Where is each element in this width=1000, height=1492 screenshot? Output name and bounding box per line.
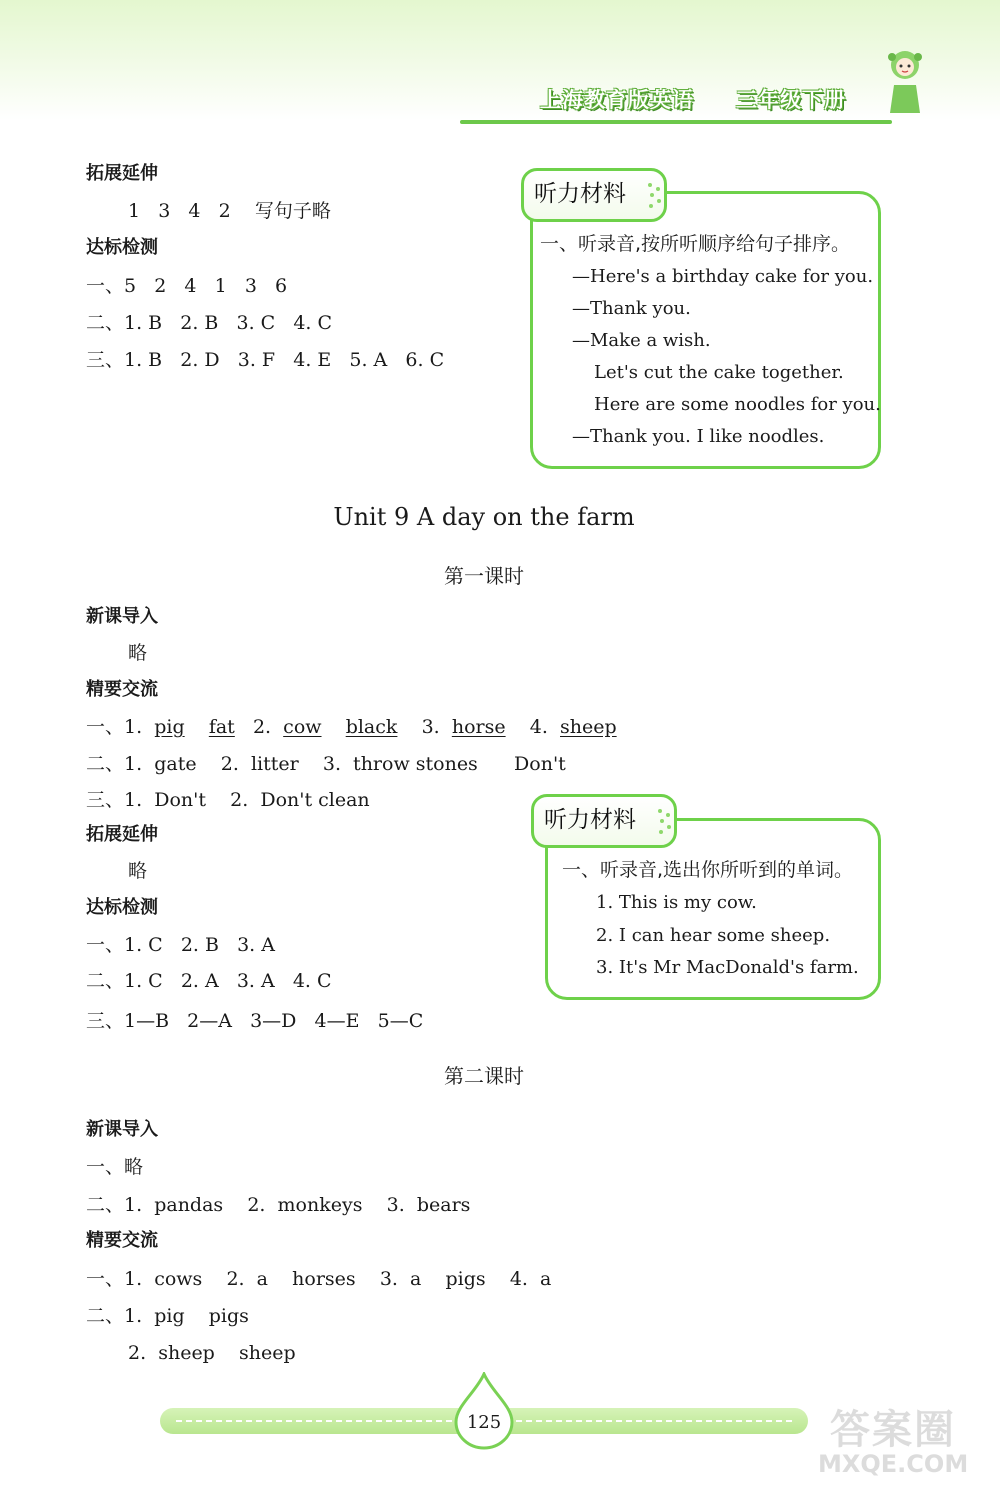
listening-tab-label: 听力材料 <box>534 181 626 207</box>
listening-instruction-1: 一、听录音,按所听顺序给句子排序。 <box>540 233 851 255</box>
listening-line: Let's cut the cake together. <box>594 362 844 383</box>
listening-instruction-2: 一、听录音,选出你所听到的单词。 <box>562 859 854 881</box>
book-title: 上海教育版英语 <box>540 88 694 112</box>
decor-dots-icon <box>644 179 666 211</box>
dabiao-line-1: 一、5 2 4 1 3 6 <box>86 275 288 297</box>
jingyao-heading-2: 精要交流 <box>86 1230 158 1251</box>
dabiao-line-2: 二、1. B 2. B 3. C 4. C <box>86 312 333 334</box>
tuozhan-heading-2: 拓展延伸 <box>86 824 158 845</box>
tuozhan-answer-1: 1 3 4 2 写句子略 <box>128 200 331 222</box>
dabiao-line: 一、1. C 2. B 3. A <box>86 934 275 956</box>
page-drop-icon <box>452 1372 516 1450</box>
xinke-line: 二、1. pandas 2. monkeys 3. bears <box>86 1194 471 1216</box>
header-band <box>0 0 1000 120</box>
lesson-1-title: 第一课时 <box>444 564 524 588</box>
listening-line: 2. I can hear some sheep. <box>596 925 831 946</box>
listening-tab-2 <box>531 794 677 848</box>
page-number: 125 <box>466 1412 502 1433</box>
grade-label: 三年级下册 <box>736 88 846 112</box>
listening-line: —Make a wish. <box>572 330 711 351</box>
dabiao-heading-2: 达标检测 <box>86 897 158 918</box>
watermark-url: MXQE.COM <box>818 1450 969 1478</box>
xinke-line: 一、略 <box>86 1156 144 1178</box>
decor-dots-icon <box>654 805 676 837</box>
dabiao-line: 三、1—B 2—A 3—D 4—E 5—C <box>86 1010 424 1032</box>
dabiao-line-3: 三、1. B 2. D 3. F 4. E 5. A 6. C <box>86 349 445 371</box>
xinke-answer-1: 略 <box>128 642 148 664</box>
unit-title: Unit 9 A day on the farm <box>333 503 635 531</box>
listening-line: 1. This is my cow. <box>596 892 757 913</box>
listening-tab-label: 听力材料 <box>544 807 636 833</box>
listening-line: 3. It's Mr MacDonald's farm. <box>596 957 859 978</box>
listening-line: —Thank you. <box>572 298 691 319</box>
mascot-girl-icon <box>880 45 930 120</box>
header-divider <box>460 120 892 124</box>
jingyao-line-1: 一、1. pig fat 2. cow black 3. horse 4. sheep <box>86 716 617 738</box>
listening-line: —Here's a birthday cake for you. <box>572 266 874 287</box>
dabiao-line: 二、1. C 2. A 3. A 4. C <box>86 970 332 992</box>
xinke-heading-2: 新课导入 <box>86 1119 158 1140</box>
watermark-logo: 答案圈 <box>830 1407 956 1453</box>
dabiao-heading-1: 达标检测 <box>86 237 158 258</box>
xinke-heading-1: 新课导入 <box>86 606 158 627</box>
jingyao-line: 一、1. cows 2. a horses 3. a pigs 4. a <box>86 1268 552 1290</box>
jingyao-line: 2. sheep sheep <box>128 1342 296 1364</box>
jingyao-line-3: 三、1. Don't 2. Don't clean <box>86 789 370 811</box>
tuozhan-answer-2: 略 <box>128 860 148 882</box>
listening-line: —Thank you. I like noodles. <box>572 426 825 447</box>
jingyao-line: 二、1. pig pigs <box>86 1305 249 1327</box>
tuozhan-heading-1: 拓展延伸 <box>86 163 158 184</box>
jingyao-line-2: 二、1. gate 2. litter 3. throw stones Don't <box>86 753 566 775</box>
listening-line: Here are some noodles for you. <box>594 394 881 415</box>
listening-tab-1 <box>521 168 667 222</box>
jingyao-heading-1: 精要交流 <box>86 679 158 700</box>
lesson-2-title: 第二课时 <box>444 1064 524 1088</box>
